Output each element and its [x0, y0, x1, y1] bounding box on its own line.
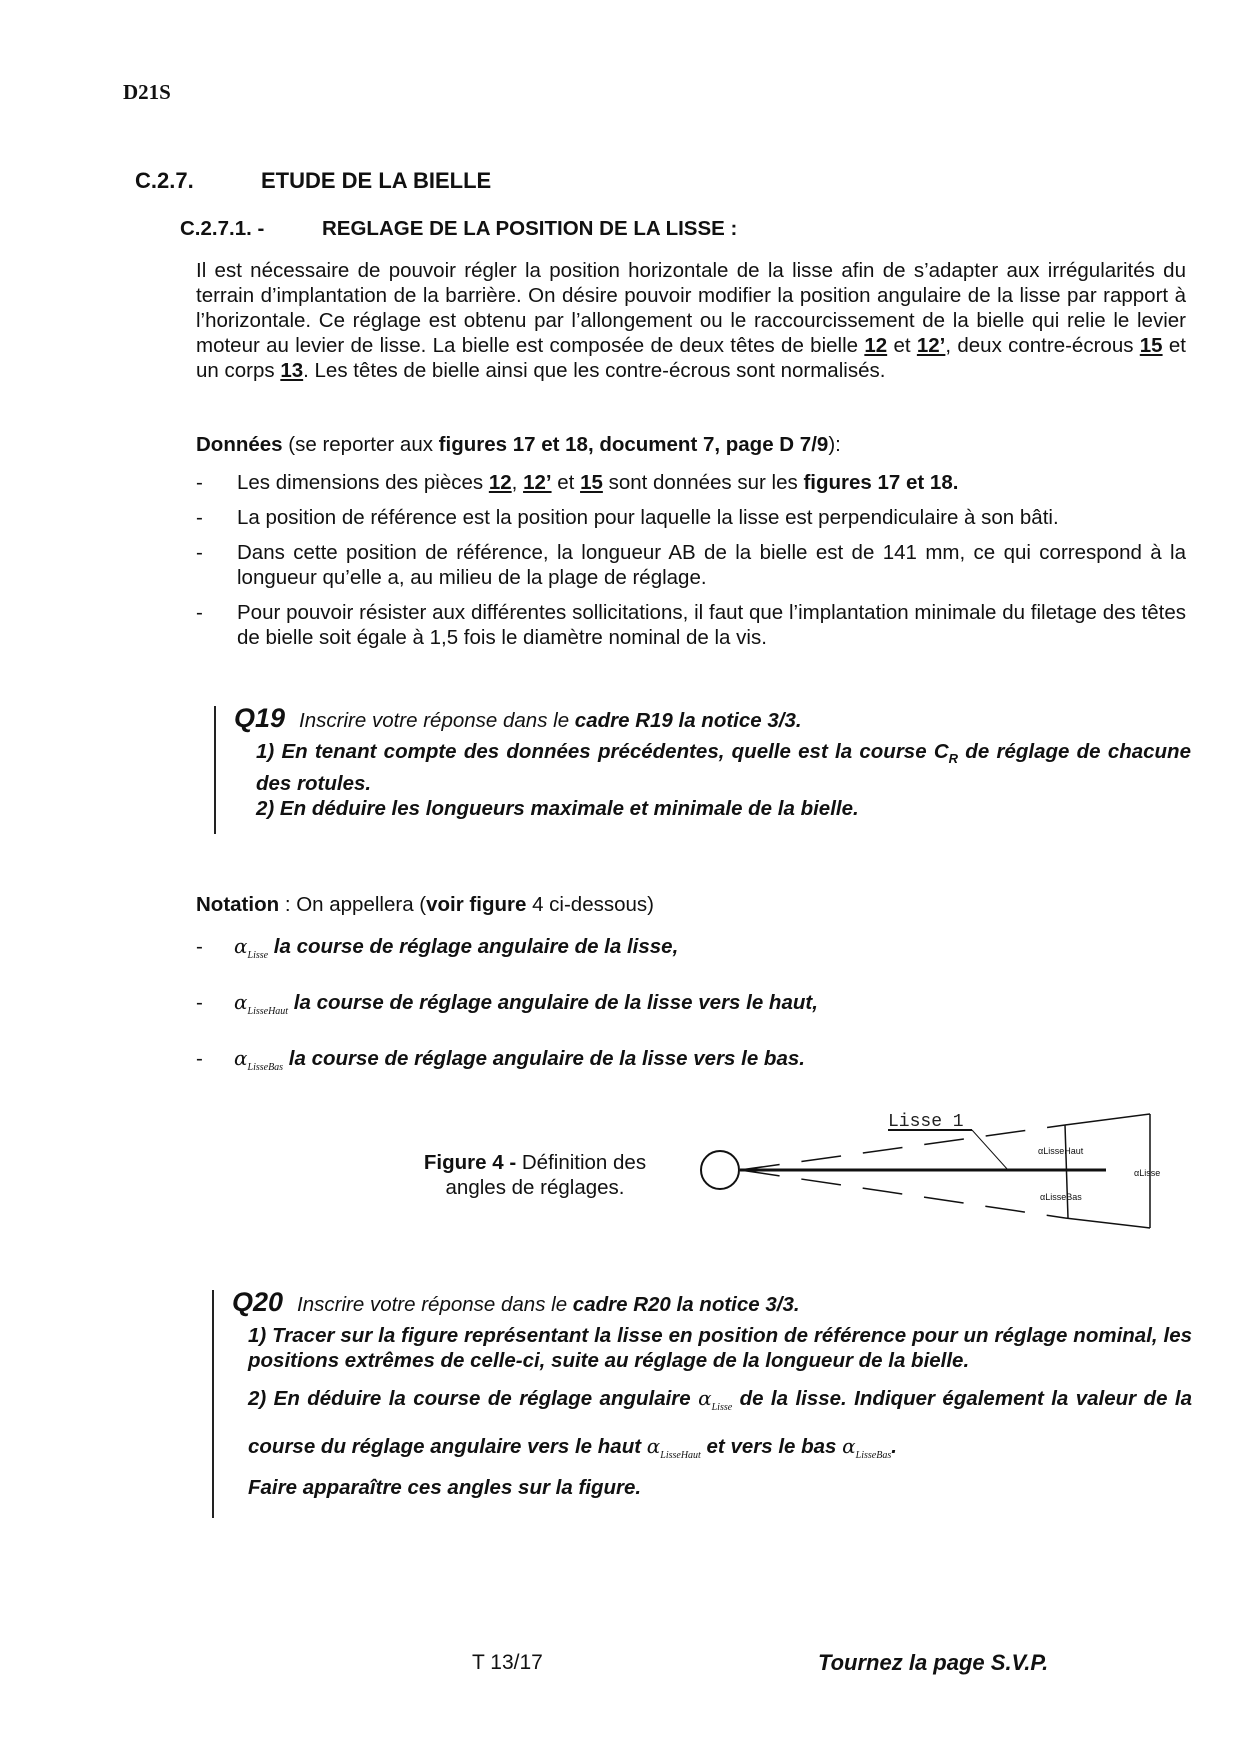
alpha-symbol [646, 1434, 701, 1461]
part-ref: 15 [580, 471, 603, 494]
extension-line [1065, 1114, 1150, 1125]
subscript: LisseHaut [660, 1450, 701, 1461]
alpha-symbol [234, 990, 289, 1017]
donnees-line [196, 432, 841, 457]
data-list [196, 470, 1186, 660]
question-number: Q19 [234, 703, 286, 733]
notation-text: 4 ci-dessous) [526, 893, 654, 916]
part-ref: 15 [1139, 334, 1163, 357]
answer-frame-ref: cadre R19 la notice 3/3. [574, 709, 802, 732]
notation-item [196, 1046, 1186, 1102]
part-ref: 12’ [916, 334, 946, 357]
item-text: Dans cette position de référence, la longueur AB de la bielle est de 141 mm, ce qui correspond à la longueur qu’elle a, au milieu de la plage de réglage. [237, 541, 1186, 589]
list-item [196, 600, 1186, 650]
bullet-dash: - [196, 506, 203, 529]
intro-text: et un corps [196, 334, 1186, 382]
intro-text: , deux contre-écrous [945, 334, 1140, 357]
item-text: et [551, 471, 581, 494]
figure-4-diagram [690, 1110, 1180, 1260]
page-number: T 13/17 [472, 1651, 543, 1674]
list-item [196, 470, 1186, 495]
intro-text: . Les têtes de bielle ainsi que les contre-écrous sont normalisés. [303, 359, 886, 382]
alpha-symbol [842, 1434, 892, 1461]
alpha: α [234, 1046, 248, 1070]
question-text: et vers le bas [700, 1435, 843, 1458]
document-code: D21S [123, 80, 171, 104]
lisse-lower-line [740, 1170, 1065, 1218]
question-text: 1) En tenant compte des données précédentes, quelle est la course C [256, 740, 949, 763]
item-text: sont données sur les [602, 471, 804, 494]
figure-label: Figure 4 - [423, 1151, 517, 1174]
question-item [248, 1379, 1192, 1475]
intro-text: Il est nécessaire de pouvoir régler la position horizontale de la lisse afin de s’adapter aux irrégularités du terrain d’implantation de la barrière. On désire pouvoir modifier la position angulaire de la lisse par rapport à l’horizontale. Ce réglage est obtenu par l’allongement ou le raccourcissement de la bielle qui relie le levier moteur au levier de lisse. La bielle est composée de deux têtes de bielle [196, 259, 1186, 357]
donnees-text: ): [828, 433, 841, 456]
subsection-title: REGLAGE DE LA POSITION DE LA LISSE : [322, 217, 738, 240]
alpha-haut-label: αLisseHaut [1038, 1146, 1084, 1156]
answer-frame-ref: cadre R20 la notice 3/3. [572, 1293, 800, 1316]
notation-text: la course de réglage angulaire de la lisse vers le haut, [293, 991, 818, 1014]
part-ref: 12 [488, 471, 512, 494]
question-q19 [214, 703, 1191, 834]
donnees-text: (se reporter aux [282, 433, 439, 456]
intro-text: et [887, 334, 917, 357]
section-title: ETUDE DE LA BIELLE [261, 168, 492, 193]
notation-text: la course de réglage angulaire de la lisse vers le bas. [288, 1047, 805, 1070]
subsection-number: C.2.7.1. - [180, 217, 265, 240]
list-item [196, 540, 1186, 590]
question-item [256, 739, 1191, 796]
question-text: de réglage de chacune des rotules. [256, 740, 1191, 796]
question-intro: Inscrire votre réponse dans le [297, 1293, 573, 1316]
subscript: LisseBas [247, 1062, 284, 1073]
subscript: LisseHaut [247, 1006, 289, 1017]
alpha-symbol [698, 1386, 733, 1413]
part-ref: 12 [864, 334, 888, 357]
alpha: α [234, 990, 248, 1014]
notation-text: : On appellera ( [279, 893, 427, 916]
figure-ref: voir figure [426, 893, 527, 916]
question-text: . [891, 1435, 897, 1458]
subscript: Lisse [711, 1402, 733, 1413]
pivot-circle [701, 1151, 739, 1189]
figure-caption [395, 1150, 675, 1200]
question-number: Q20 [232, 1287, 284, 1317]
question-text: 2) En déduire la course de réglage angulaire [248, 1387, 699, 1410]
alpha-lisse-label: αLisse [1134, 1168, 1161, 1178]
intro-paragraph [196, 258, 1186, 383]
bullet-dash: - [196, 991, 203, 1014]
part-ref: 12’ [523, 471, 552, 494]
extension-line [1065, 1218, 1150, 1228]
donnees-ref: figures 17 et 18, document 7, page D 7/9 [438, 433, 829, 456]
bullet-dash: - [196, 541, 203, 564]
alpha-bas-label: αLisseBas [1040, 1192, 1082, 1202]
subscript: LisseBas [855, 1450, 892, 1461]
alpha-symbol [234, 934, 269, 961]
bullet-dash: - [196, 601, 203, 624]
item-text: , [511, 471, 524, 494]
alpha: α [234, 934, 248, 958]
alpha: α [842, 1434, 856, 1458]
alpha: α [698, 1386, 712, 1410]
caption-text: angles de réglages. [445, 1176, 625, 1199]
bullet-dash: - [196, 471, 203, 494]
notation-line [196, 892, 654, 917]
question-q20 [212, 1287, 1192, 1518]
bullet-dash: - [196, 935, 203, 958]
list-item [196, 505, 1186, 530]
notation-list [196, 934, 1186, 1102]
alpha: α [646, 1434, 661, 1458]
notation-item [196, 990, 1186, 1046]
question-item: Faire apparaître ces angles sur la figure. [248, 1476, 642, 1499]
part-ref: 13 [280, 359, 304, 382]
lisse-label: Lisse 1 [888, 1112, 964, 1132]
item-text: La position de référence est la position pour laquelle la lisse est perpendiculaire à son bâti. [237, 506, 1059, 529]
subscript: R [948, 751, 959, 767]
question-item: 2) En déduire les longueurs maximale et minimale de la bielle. [256, 797, 859, 821]
caption-text: Définition des [516, 1151, 647, 1174]
donnees-label: Données [196, 433, 283, 456]
item-text: Pour pouvoir résister aux différentes sollicitations, il faut que l’implantation minimale du filetage des têtes de bielle soit égale à 1,5 fois le diamètre nominal de la vis. [237, 601, 1186, 649]
figure-ref: figures 17 et 18. [803, 471, 959, 494]
bullet-dash: - [196, 1047, 203, 1070]
question-text: de la lisse. Indiquer également la valeur de la course du réglage angulaire vers le haut [248, 1387, 1192, 1458]
item-text: Les dimensions des pièces [237, 471, 489, 494]
question-item: 1) Tracer sur la figure représentant la lisse en position de référence pour un réglage nominal, les positions extrêmes de celle-ci, suite au réglage de la longueur de la bielle. [248, 1324, 1192, 1372]
notation-label: Notation [196, 893, 280, 916]
turn-page-note: Tournez la page S.V.P. [818, 1650, 1049, 1675]
question-intro: Inscrire votre réponse dans le [299, 709, 575, 732]
section-number: C.2.7. [135, 168, 194, 193]
notation-text: la course de réglage angulaire de la lisse, [273, 935, 679, 958]
notation-item [196, 934, 1186, 990]
alpha-symbol [234, 1046, 284, 1073]
subscript: Lisse [247, 950, 269, 961]
